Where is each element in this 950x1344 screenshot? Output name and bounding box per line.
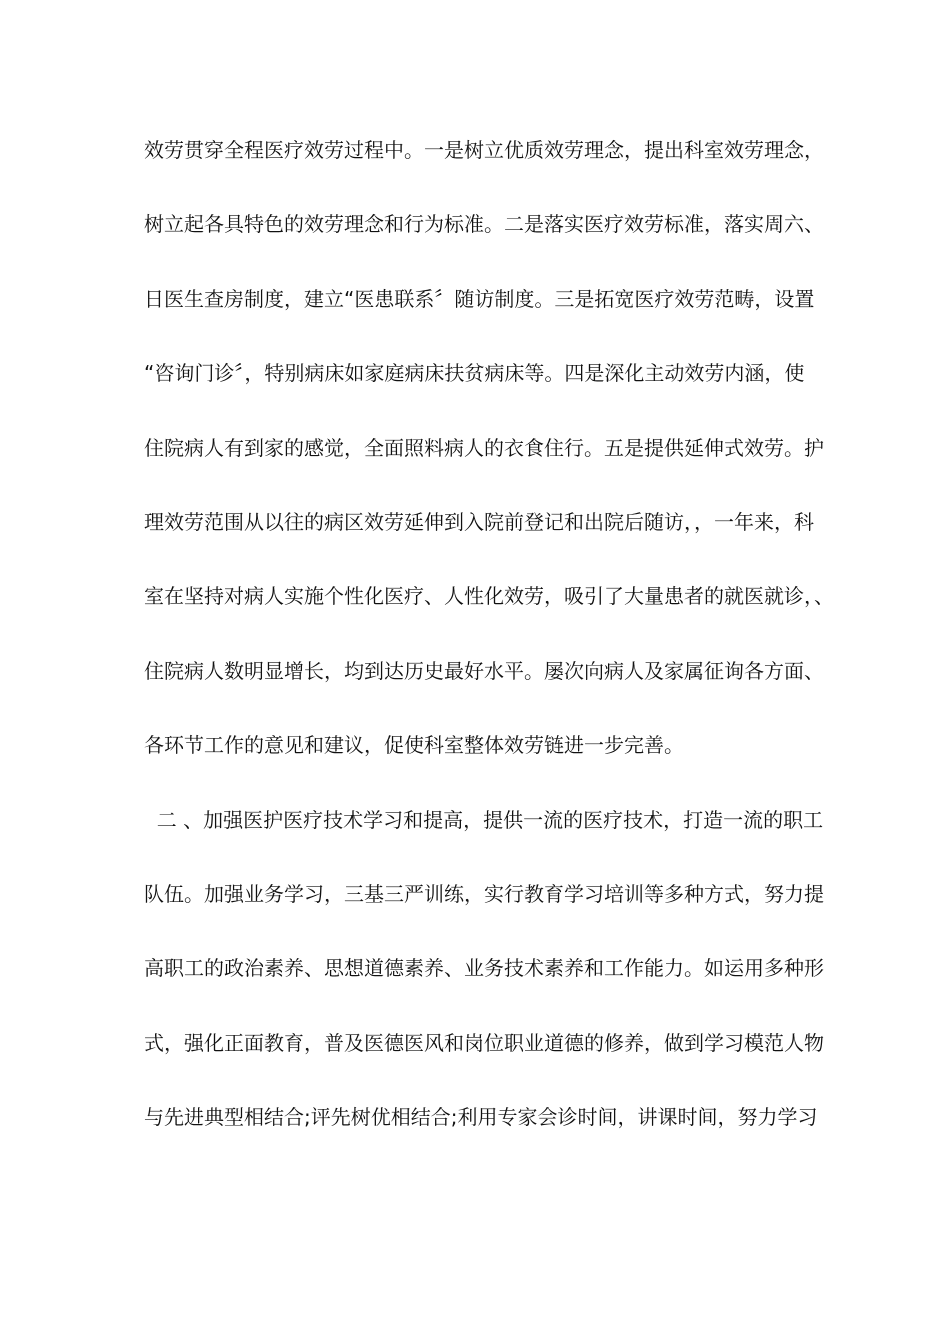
text-line: 树立起各具特色的效劳理念和行为标准。二是落实医疗效劳标准，落实周六、 xyxy=(144,212,824,237)
text-line: 各环节工作的意见和建议，促使科室整体效劳链进一步完善。 xyxy=(144,733,684,758)
text-line: 效劳贯穿全程医疗效劳过程中。一是树立优质效劳理念，提出科室效劳理念， xyxy=(144,138,824,162)
text-line: 住院病人有到家的感觉，全面照料病人的衣食住行。五是提供延伸式效劳。护 xyxy=(144,435,824,460)
text-line: 室在坚持对病人实施个性化医疗、人性化效劳，吸引了大量患者的就医就诊，、 xyxy=(144,584,834,609)
text-line: 理效劳范围从以往的病区效劳延伸到入院前登记和出院后随访，，一年来，科 xyxy=(144,509,814,534)
text-line: 队伍。加强业务学习，三基三严训练，实行教育学习培训等多种方式，努力提 xyxy=(144,881,824,906)
text-line: 式，强化正面教育，普及医德医风和岗位职业道德的修养，做到学习模范人物 xyxy=(144,1030,824,1055)
text-line: 住院病人数明显增长，均到达历史最好水平。屡次向病人及家属征询各方面、 xyxy=(144,658,824,683)
text-line: 高职工的政治素养、思想道德素养、业务技术素养和工作能力。如运用多种形 xyxy=(144,956,824,981)
body-text xyxy=(144,130,834,1171)
text-line: “咨询门诊〞，特别病床如家庭病床扶贫病床等。四是深化主动效劳内涵，使 xyxy=(144,361,805,386)
text-line: 日医生查房制度，建立“医患联系〞随访制度。三是拓宽医疗效劳范畴，设置 xyxy=(144,286,815,311)
text-line: 二 、加强医护医疗技术学习和提高，提供一流的医疗技术，打造一流的职工 xyxy=(144,807,824,832)
text-line: 与先进典型相结合;评先树优相结合;利用专家会诊时间，讲课时间，努力学习 xyxy=(144,1105,818,1130)
